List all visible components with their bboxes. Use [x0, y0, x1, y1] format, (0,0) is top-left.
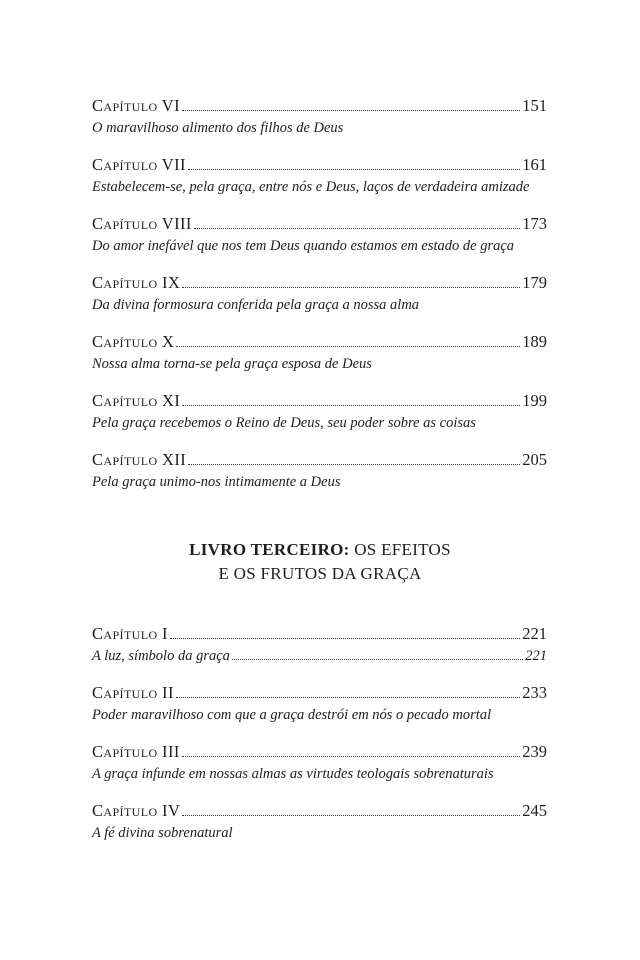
toc-chapter-row	[92, 450, 547, 470]
page-number: 161	[522, 155, 547, 174]
chapter-subtitle: O maravilhoso alimento dos filhos de Deus	[92, 120, 344, 136]
toc-entry-cap-viii	[92, 214, 547, 256]
page-number: 245	[522, 801, 547, 820]
toc-chapter-row	[92, 391, 547, 411]
chapter-subtitle: A graça infunde em nossas almas as virtudes teologais sobrenaturais	[92, 766, 494, 782]
dot-leader	[170, 637, 520, 639]
toc-chapter-row	[92, 96, 547, 116]
toc-entry-cap-vii	[92, 155, 547, 197]
chapter-subtitle: Estabelecem-se, pela graça, entre nós e Deus, laços de verdadeira amizade	[92, 179, 530, 195]
chapter-subtitle-row	[92, 646, 547, 666]
chapter-label: Capítulo III	[92, 742, 180, 761]
chapter-label: Capítulo VIII	[92, 214, 192, 233]
toc-chapter-row	[92, 332, 547, 352]
toc-entry-cap-ii	[92, 683, 547, 725]
book-heading-bold: LIVRO TERCEIRO:	[189, 540, 350, 559]
page-number: 239	[522, 742, 547, 761]
dot-leader	[182, 404, 520, 406]
dot-leader	[194, 227, 520, 229]
toc-entry-cap-i	[92, 624, 547, 666]
chapter-subtitle: Pela graça recebemos o Reino de Deus, seu poder sobre as coisas	[92, 415, 476, 431]
dot-leader	[188, 168, 520, 170]
book-heading-line1	[0, 538, 640, 562]
dot-leader	[182, 814, 520, 816]
chapter-subtitle: Poder maravilhoso com que a graça destrói em nós o pecado mortal	[92, 707, 492, 723]
chapter-subtitle: Da divina formosura conferida pela graça a nossa alma	[92, 297, 420, 313]
dot-leader	[176, 345, 520, 347]
chapter-label: Capítulo II	[92, 683, 174, 702]
toc-chapter-row	[92, 683, 547, 703]
book-heading-line2: E OS FRUTOS DA GRAÇA	[218, 564, 422, 583]
chapter-label: Capítulo XII	[92, 450, 187, 469]
subtitle-page-number: 221	[525, 648, 547, 664]
toc-entry-cap-iv	[92, 801, 547, 843]
page-number: 221	[522, 624, 547, 643]
chapter-label: Capítulo VI	[92, 96, 180, 115]
dot-leader	[176, 696, 520, 698]
dot-leader	[182, 286, 520, 288]
book-heading-rest: OS EFEITOS	[354, 540, 451, 559]
page-number: 173	[522, 214, 547, 233]
chapter-label: Capítulo IV	[92, 801, 181, 820]
page-number: 205	[522, 450, 547, 469]
chapter-subtitle: A fé divina sobrenatural	[92, 825, 233, 841]
toc-chapter-row	[92, 273, 547, 293]
dot-leader	[188, 463, 520, 465]
page-number: 151	[522, 96, 547, 115]
chapter-subtitle: Do amor inefável que nos tem Deus quando estamos em estado de graça	[92, 238, 515, 254]
toc-entry-cap-vi	[92, 96, 547, 138]
chapter-subtitle: Pela graça unimo-nos intimamente a Deus	[92, 474, 341, 490]
chapter-label: Capítulo XI	[92, 391, 181, 410]
toc-entry-cap-xi	[92, 391, 547, 433]
page-number: 199	[522, 391, 547, 410]
chapter-label: Capítulo X	[92, 332, 175, 351]
page-number: 179	[522, 273, 547, 292]
chapter-label: Capítulo IX	[92, 273, 181, 292]
toc-chapter-row	[92, 801, 547, 821]
toc-entry-cap-xii	[92, 450, 547, 492]
toc-chapter-row	[92, 624, 547, 644]
page-number: 189	[522, 332, 547, 351]
toc-chapter-row	[92, 742, 547, 762]
toc-entry-cap-ix	[92, 273, 547, 315]
dot-leader	[182, 755, 521, 757]
chapter-label: Capítulo I	[92, 624, 168, 643]
chapter-subtitle: A luz, símbolo da graça	[92, 648, 230, 664]
page-number: 233	[522, 683, 547, 702]
toc-chapter-row	[92, 155, 547, 175]
toc-entry-cap-iii	[92, 742, 547, 784]
toc-chapter-row	[92, 214, 547, 234]
toc-entry-cap-x	[92, 332, 547, 374]
dot-leader	[182, 109, 520, 111]
chapter-subtitle: Nossa alma torna-se pela graça esposa de Deus	[92, 356, 372, 372]
chapter-label: Capítulo VII	[92, 155, 186, 174]
dot-leader	[232, 658, 523, 660]
